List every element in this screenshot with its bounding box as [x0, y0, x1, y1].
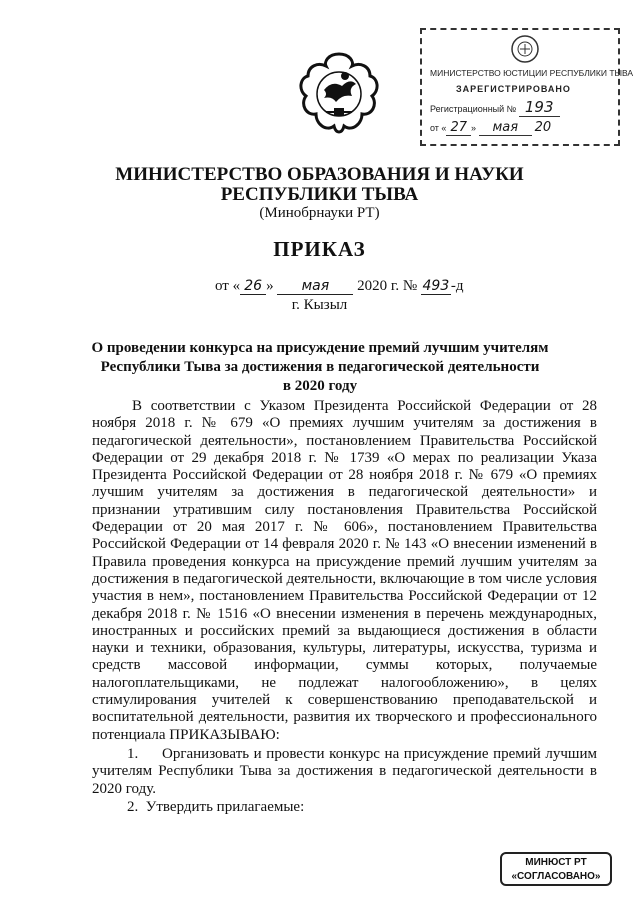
date-line	[215, 278, 464, 295]
stamp-emblem-icon	[510, 34, 540, 64]
approval-stamp	[500, 852, 612, 886]
stamp-date-day: 27	[446, 120, 471, 136]
order-number: 493	[422, 278, 450, 294]
title-line2: Республики Тыва за достижения в педагогической деятельности	[100, 359, 540, 375]
stamp-reg-number-label: Регистрационный №	[430, 104, 517, 114]
date-day: 26	[240, 278, 266, 295]
registration-stamp	[420, 28, 634, 146]
stamp-reg-number: 193	[519, 98, 560, 117]
ministry-name-line1: МИНИСТЕРСТВО ОБРАЗОВАНИЯ И НАУКИ	[115, 164, 524, 185]
stamp-date-prefix: от «	[430, 123, 447, 133]
item2-text: Утвердить прилагаемые:	[145, 799, 305, 815]
title-line3: в 2020 году	[282, 378, 358, 394]
approval-stamp-line2: «СОГЛАСОВАНО»	[511, 871, 601, 882]
document-type: ПРИКАЗ	[273, 237, 366, 261]
stamp-date-month: мая	[479, 120, 533, 136]
item2-number: 2.	[127, 799, 139, 815]
date-year: 2020 г. №	[357, 278, 418, 294]
item1-number: 1.	[127, 746, 139, 762]
title-line1: О проведении конкурса на присуждение премий лучшим учителям	[91, 340, 549, 356]
order-number-suffix: -д	[450, 278, 464, 294]
date-mid: »	[266, 278, 274, 294]
date-month: мая	[277, 278, 353, 295]
list-item	[127, 799, 304, 816]
item1-text: Организовать и провести конкурс на присуждение премий лучшим учителям Республики Тыва за достижения в педагогической деятельности в 2020 году.	[92, 746, 597, 797]
date-prefix: от «	[215, 278, 241, 294]
stamp-registered: ЗАРЕГИСТРИРОВАНО	[456, 84, 571, 94]
city: г. Кызыл	[291, 297, 348, 313]
ministry-abbreviation: (Минобрнауки РТ)	[259, 205, 380, 221]
stamp-date-year: 20	[534, 120, 552, 135]
preamble-paragraph: В соответствии с Указом Президента Российской Федерации от 28 ноября 2018 г. № 679 «О премиях лучшим учителям за достижения в педагогической деятельности», постановлением Правительства Российской Федерации от 29 декабря 2018 г. № 1739 «О мерах по реализации Указа Президента Российской Федерации от 28 ноября 2018 г. № 679 «О премиях лучшим учителям за достижения в педагогической деятельности» и признании утратившим силу постановления Правительства Российской Федерации от 20 мая 2017 г. № 606», постановлением Правительства Российской Федерации от 14 февраля 2020 г. № 143 «О внесении изменений в Правила проведения конкурса на присуждение премий лучшим учителям за достижения в педагогической деятельности, включающие в том числе условия участия в нем», постановлением Правительства Российской Федерации от 12 декабря 2018 г. № 1516 «О внесении изменения в перечень международных, иностранных и российских премий за выдающиеся достижения в области науки и техники, образования, культуры, литературы, искусства, туризма и средств массовой информации, суммы которых, получаемые налогоплательщиками, не подлежат налогообложению», в целях стимулирования учителей к совершенствованию преподавательской и воспитательной деятельности, развития их творческого и профессионального потенциала ПРИКАЗЫВАЮ:	[92, 398, 597, 743]
stamp-date-row: от « 27 » мая 20	[430, 120, 552, 135]
stamp-reg-number-row	[430, 100, 560, 117]
list-item	[92, 746, 597, 798]
approval-stamp-line1: МИНЮСТ РТ	[525, 857, 587, 868]
ministry-name-line2: РЕСПУБЛИКИ ТЫВА	[220, 184, 419, 205]
tuva-emblem-icon	[298, 52, 380, 136]
stamp-ministry: МИНИСТЕРСТВО ЮСТИЦИИ РЕСПУБЛИКИ ТЫВА	[430, 68, 634, 78]
